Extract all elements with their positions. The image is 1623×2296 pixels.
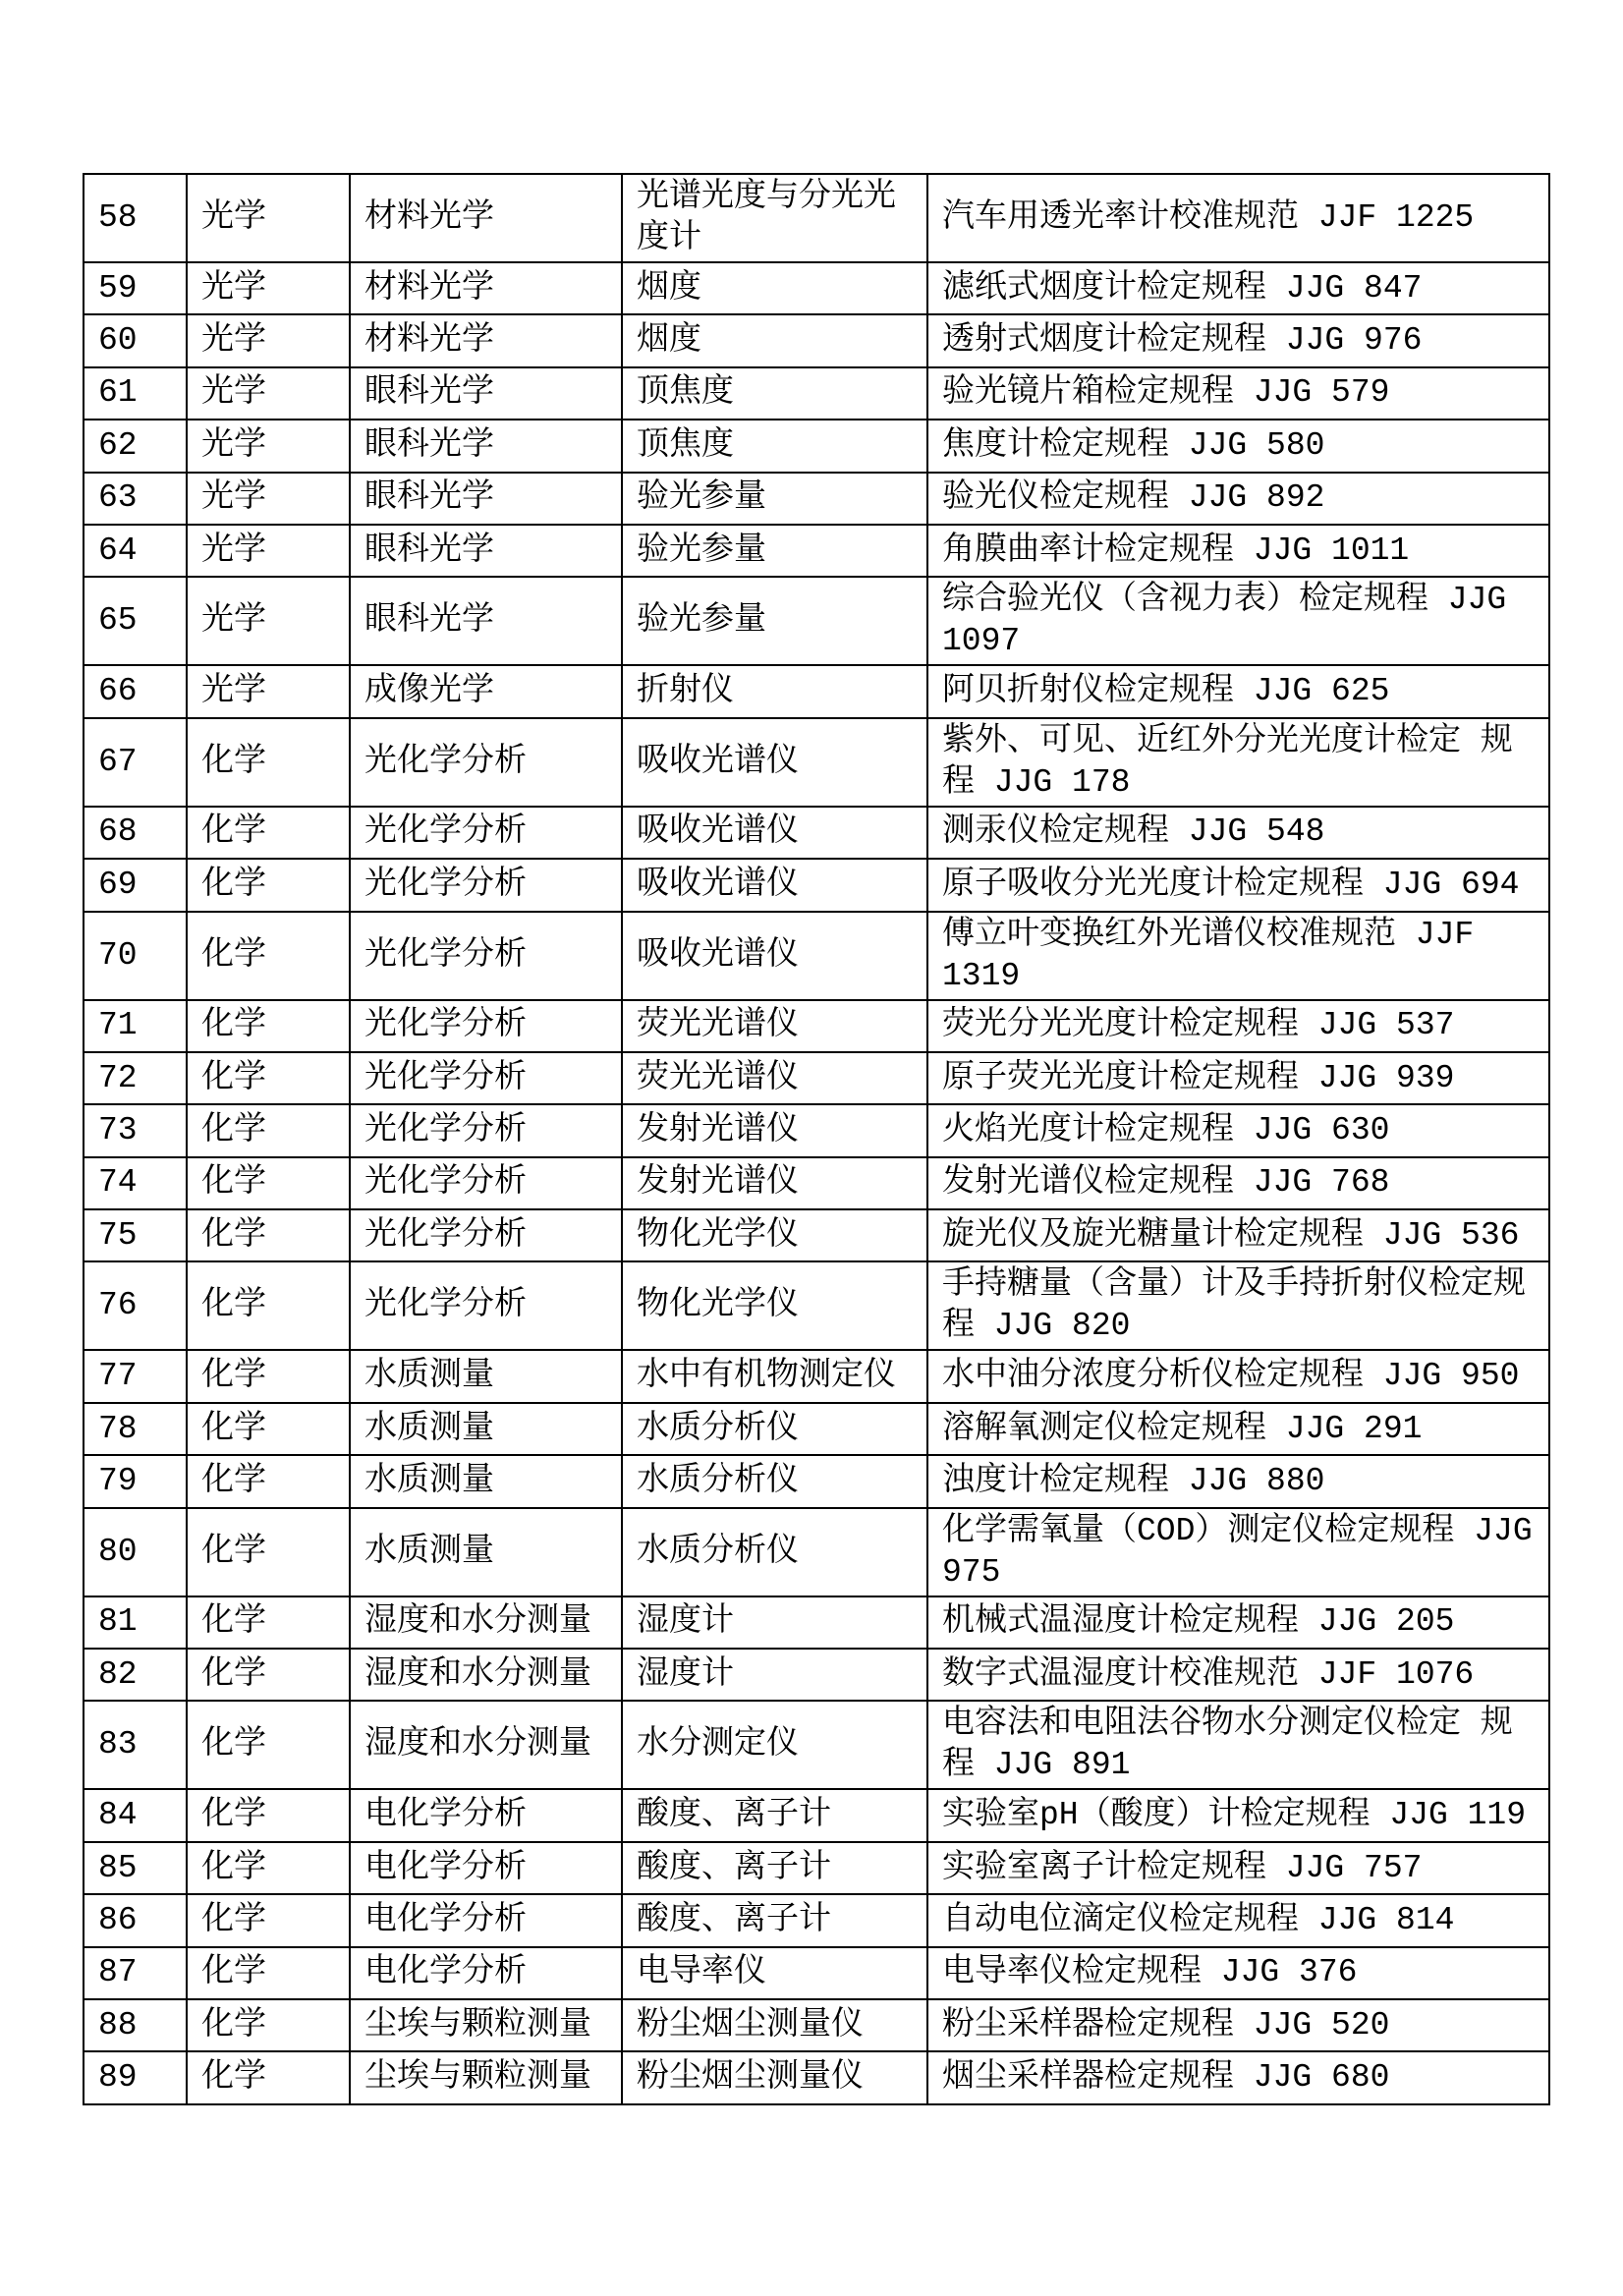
row-number-cell: 72: [84, 1052, 187, 1104]
row-number-cell: 64: [84, 525, 187, 577]
subcategory-cell: 电化学分析: [350, 1842, 622, 1894]
category-cell: 化学: [187, 1455, 350, 1507]
row-number-cell: 87: [84, 1947, 187, 1999]
row-number-cell: 58: [84, 174, 187, 262]
subcategory-cell: 尘埃与颗粒测量: [350, 1999, 622, 2051]
row-number-cell: 67: [84, 718, 187, 807]
row-number-cell: 66: [84, 665, 187, 717]
subcategory-cell: 光化学分析: [350, 1261, 622, 1350]
instrument-cell: 发射光谱仪: [622, 1157, 927, 1209]
category-cell: 化学: [187, 1209, 350, 1261]
category-cell: 化学: [187, 1508, 350, 1596]
instrument-cell: 粉尘烟尘测量仪: [622, 1999, 927, 2051]
row-number-cell: 78: [84, 1403, 187, 1455]
regulation-cell: 机械式温湿度计检定规程 JJG 205: [927, 1596, 1549, 1649]
row-number-cell: 76: [84, 1261, 187, 1350]
table-row: [84, 807, 1549, 859]
category-cell: 化学: [187, 2051, 350, 2103]
table-body: [84, 174, 1549, 2104]
subcategory-cell: 光化学分析: [350, 1000, 622, 1052]
row-number-cell: 79: [84, 1455, 187, 1507]
subcategory-cell: 光化学分析: [350, 859, 622, 911]
instrument-cell: 光谱光度与分光光度计: [622, 174, 927, 262]
regulation-cell: 焦度计检定规程 JJG 580: [927, 420, 1549, 472]
subcategory-cell: 成像光学: [350, 665, 622, 717]
row-number-cell: 86: [84, 1894, 187, 1946]
table-row: [84, 1789, 1549, 1841]
instrument-cell: 荧光光谱仪: [622, 1000, 927, 1052]
row-number-cell: 61: [84, 367, 187, 420]
regulation-cell: 原子荧光光度计检定规程 JJG 939: [927, 1052, 1549, 1104]
instrument-cell: 吸收光谱仪: [622, 859, 927, 911]
row-number-cell: 63: [84, 473, 187, 525]
table-row: [84, 1701, 1549, 1789]
table-row: [84, 420, 1549, 472]
row-number-cell: 65: [84, 577, 187, 665]
table-row: [84, 1508, 1549, 1596]
table-row: [84, 314, 1549, 366]
subcategory-cell: 光化学分析: [350, 912, 622, 1000]
row-number-cell: 82: [84, 1649, 187, 1701]
subcategory-cell: 电化学分析: [350, 1894, 622, 1946]
table-row: [84, 718, 1549, 807]
instrument-cell: 验光参量: [622, 525, 927, 577]
table-row: [84, 1649, 1549, 1701]
regulation-cell: 粉尘采样器检定规程 JJG 520: [927, 1999, 1549, 2051]
subcategory-cell: 材料光学: [350, 314, 622, 366]
table-row: [84, 174, 1549, 262]
instrument-cell: 验光参量: [622, 577, 927, 665]
row-number-cell: 60: [84, 314, 187, 366]
regulation-cell: 测汞仪检定规程 JJG 548: [927, 807, 1549, 859]
subcategory-cell: 水质测量: [350, 1508, 622, 1596]
regulation-cell: 数字式温湿度计校准规范 JJF 1076: [927, 1649, 1549, 1701]
subcategory-cell: 水质测量: [350, 1455, 622, 1507]
table-row: [84, 1157, 1549, 1209]
regulation-cell: 荧光分光光度计检定规程 JJG 537: [927, 1000, 1549, 1052]
regulation-cell: 水中油分浓度分析仪检定规程 JJG 950: [927, 1350, 1549, 1402]
category-cell: 光学: [187, 262, 350, 314]
subcategory-cell: 眼科光学: [350, 577, 622, 665]
category-cell: 化学: [187, 1104, 350, 1156]
category-cell: 化学: [187, 807, 350, 859]
category-cell: 化学: [187, 1052, 350, 1104]
subcategory-cell: 光化学分析: [350, 807, 622, 859]
instrument-cell: 物化光学仪: [622, 1209, 927, 1261]
standards-table: [83, 173, 1550, 2105]
table-row: [84, 1894, 1549, 1946]
regulation-cell: 溶解氧测定仪检定规程 JJG 291: [927, 1403, 1549, 1455]
category-cell: 光学: [187, 665, 350, 717]
regulation-cell: 手持糖量（含量）计及手持折射仪检定规程 JJG 820: [927, 1261, 1549, 1350]
row-number-cell: 85: [84, 1842, 187, 1894]
subcategory-cell: 光化学分析: [350, 1052, 622, 1104]
instrument-cell: 湿度计: [622, 1649, 927, 1701]
regulation-cell: 阿贝折射仪检定规程 JJG 625: [927, 665, 1549, 717]
subcategory-cell: 电化学分析: [350, 1789, 622, 1841]
category-cell: 化学: [187, 1261, 350, 1350]
table-row: [84, 1947, 1549, 1999]
instrument-cell: 烟度: [622, 314, 927, 366]
subcategory-cell: 湿度和水分测量: [350, 1596, 622, 1649]
regulation-cell: 实验室离子计检定规程 JJG 757: [927, 1842, 1549, 1894]
subcategory-cell: 水质测量: [350, 1403, 622, 1455]
instrument-cell: 发射光谱仪: [622, 1104, 927, 1156]
category-cell: 化学: [187, 1947, 350, 1999]
subcategory-cell: 材料光学: [350, 174, 622, 262]
table-row: [84, 367, 1549, 420]
subcategory-cell: 眼科光学: [350, 367, 622, 420]
instrument-cell: 酸度、离子计: [622, 1842, 927, 1894]
table-row: [84, 1052, 1549, 1104]
row-number-cell: 75: [84, 1209, 187, 1261]
table-row: [84, 262, 1549, 314]
category-cell: 化学: [187, 1157, 350, 1209]
instrument-cell: 水中有机物测定仪: [622, 1350, 927, 1402]
category-cell: 光学: [187, 174, 350, 262]
row-number-cell: 62: [84, 420, 187, 472]
regulation-cell: 透射式烟度计检定规程 JJG 976: [927, 314, 1549, 366]
table-row: [84, 1403, 1549, 1455]
subcategory-cell: 尘埃与颗粒测量: [350, 2051, 622, 2103]
subcategory-cell: 水质测量: [350, 1350, 622, 1402]
table-row: [84, 1261, 1549, 1350]
row-number-cell: 89: [84, 2051, 187, 2103]
instrument-cell: 顶焦度: [622, 367, 927, 420]
instrument-cell: 电导率仪: [622, 1947, 927, 1999]
category-cell: 光学: [187, 577, 350, 665]
row-number-cell: 71: [84, 1000, 187, 1052]
subcategory-cell: 眼科光学: [350, 420, 622, 472]
regulation-cell: 电导率仪检定规程 JJG 376: [927, 1947, 1549, 1999]
category-cell: 化学: [187, 1000, 350, 1052]
table-row: [84, 577, 1549, 665]
regulation-cell: 角膜曲率计检定规程 JJG 1011: [927, 525, 1549, 577]
row-number-cell: 69: [84, 859, 187, 911]
subcategory-cell: 眼科光学: [350, 525, 622, 577]
regulation-cell: 验光镜片箱检定规程 JJG 579: [927, 367, 1549, 420]
instrument-cell: 水质分析仪: [622, 1508, 927, 1596]
subcategory-cell: 材料光学: [350, 262, 622, 314]
instrument-cell: 荧光光谱仪: [622, 1052, 927, 1104]
category-cell: 化学: [187, 1999, 350, 2051]
table-row: [84, 1350, 1549, 1402]
instrument-cell: 验光参量: [622, 473, 927, 525]
category-cell: 化学: [187, 718, 350, 807]
regulation-cell: 烟尘采样器检定规程 JJG 680: [927, 2051, 1549, 2103]
table-row: [84, 525, 1549, 577]
regulation-cell: 电容法和电阻法谷物水分测定仪检定 规程 JJG 891: [927, 1701, 1549, 1789]
category-cell: 化学: [187, 912, 350, 1000]
row-number-cell: 77: [84, 1350, 187, 1402]
regulation-cell: 实验室pH（酸度）计检定规程 JJG 119: [927, 1789, 1549, 1841]
row-number-cell: 70: [84, 912, 187, 1000]
category-cell: 化学: [187, 1701, 350, 1789]
regulation-cell: 旋光仪及旋光糖量计检定规程 JJG 536: [927, 1209, 1549, 1261]
subcategory-cell: 光化学分析: [350, 718, 622, 807]
row-number-cell: 88: [84, 1999, 187, 2051]
regulation-cell: 发射光谱仪检定规程 JJG 768: [927, 1157, 1549, 1209]
row-number-cell: 68: [84, 807, 187, 859]
table-row: [84, 859, 1549, 911]
row-number-cell: 84: [84, 1789, 187, 1841]
instrument-cell: 水质分析仪: [622, 1455, 927, 1507]
instrument-cell: 酸度、离子计: [622, 1894, 927, 1946]
table-row: [84, 1596, 1549, 1649]
category-cell: 光学: [187, 420, 350, 472]
subcategory-cell: 光化学分析: [350, 1157, 622, 1209]
subcategory-cell: 眼科光学: [350, 473, 622, 525]
regulation-cell: 自动电位滴定仪检定规程 JJG 814: [927, 1894, 1549, 1946]
instrument-cell: 吸收光谱仪: [622, 718, 927, 807]
instrument-cell: 烟度: [622, 262, 927, 314]
row-number-cell: 73: [84, 1104, 187, 1156]
table-row: [84, 1104, 1549, 1156]
category-cell: 化学: [187, 859, 350, 911]
category-cell: 化学: [187, 1789, 350, 1841]
table-row: [84, 665, 1549, 717]
regulation-cell: 化学需氧量（COD）测定仪检定规程 JJG 975: [927, 1508, 1549, 1596]
instrument-cell: 顶焦度: [622, 420, 927, 472]
regulation-cell: 滤纸式烟度计检定规程 JJG 847: [927, 262, 1549, 314]
table-row: [84, 1000, 1549, 1052]
category-cell: 光学: [187, 473, 350, 525]
category-cell: 化学: [187, 1403, 350, 1455]
regulation-cell: 傅立叶变换红外光谱仪校准规范 JJF 1319: [927, 912, 1549, 1000]
category-cell: 光学: [187, 314, 350, 366]
regulation-cell: 火焰光度计检定规程 JJG 630: [927, 1104, 1549, 1156]
category-cell: 化学: [187, 1649, 350, 1701]
instrument-cell: 水质分析仪: [622, 1403, 927, 1455]
subcategory-cell: 光化学分析: [350, 1209, 622, 1261]
instrument-cell: 粉尘烟尘测量仪: [622, 2051, 927, 2103]
category-cell: 化学: [187, 1842, 350, 1894]
instrument-cell: 折射仪: [622, 665, 927, 717]
subcategory-cell: 光化学分析: [350, 1104, 622, 1156]
row-number-cell: 81: [84, 1596, 187, 1649]
table-row: [84, 1455, 1549, 1507]
instrument-cell: 物化光学仪: [622, 1261, 927, 1350]
row-number-cell: 83: [84, 1701, 187, 1789]
instrument-cell: 水分测定仪: [622, 1701, 927, 1789]
category-cell: 光学: [187, 367, 350, 420]
regulation-cell: 原子吸收分光光度计检定规程 JJG 694: [927, 859, 1549, 911]
instrument-cell: 酸度、离子计: [622, 1789, 927, 1841]
row-number-cell: 74: [84, 1157, 187, 1209]
regulation-cell: 综合验光仪（含视力表）检定规程 JJG 1097: [927, 577, 1549, 665]
row-number-cell: 80: [84, 1508, 187, 1596]
regulation-cell: 汽车用透光率计校准规范 JJF 1225: [927, 174, 1549, 262]
category-cell: 化学: [187, 1596, 350, 1649]
table-row: [84, 473, 1549, 525]
table-row: [84, 912, 1549, 1000]
subcategory-cell: 湿度和水分测量: [350, 1649, 622, 1701]
category-cell: 化学: [187, 1894, 350, 1946]
regulation-cell: 浊度计检定规程 JJG 880: [927, 1455, 1549, 1507]
table-row: [84, 1842, 1549, 1894]
table-row: [84, 1209, 1549, 1261]
subcategory-cell: 电化学分析: [350, 1947, 622, 1999]
category-cell: 光学: [187, 525, 350, 577]
subcategory-cell: 湿度和水分测量: [350, 1701, 622, 1789]
table-row: [84, 1999, 1549, 2051]
row-number-cell: 59: [84, 262, 187, 314]
instrument-cell: 吸收光谱仪: [622, 912, 927, 1000]
category-cell: 化学: [187, 1350, 350, 1402]
instrument-cell: 吸收光谱仪: [622, 807, 927, 859]
regulation-cell: 紫外、可见、近红外分光光度计检定 规程 JJG 178: [927, 718, 1549, 807]
instrument-cell: 湿度计: [622, 1596, 927, 1649]
table-row: [84, 2051, 1549, 2103]
regulation-cell: 验光仪检定规程 JJG 892: [927, 473, 1549, 525]
